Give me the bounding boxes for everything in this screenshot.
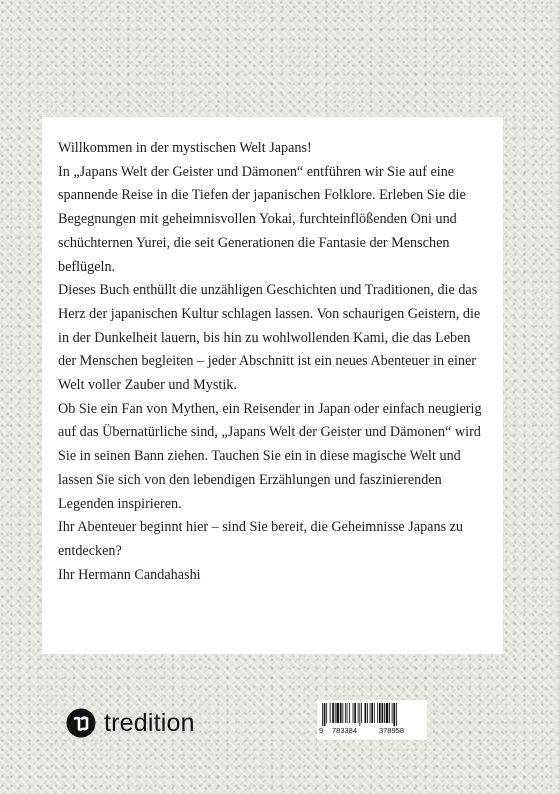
barcode-bar	[384, 703, 385, 723]
publisher-logo	[66, 707, 195, 739]
publisher-name: tredition	[104, 708, 195, 737]
barcode-prefix-digit: 9	[319, 726, 324, 735]
barcode-bar	[322, 703, 323, 726]
barcode-bar	[359, 703, 360, 726]
barcode-bar	[335, 703, 336, 723]
barcode-bars	[317, 700, 427, 726]
barcode-bar	[396, 703, 397, 726]
barcode-bar	[336, 703, 339, 723]
barcode-bar	[392, 703, 393, 723]
barcode-bar	[326, 703, 327, 723]
barcode-bar	[342, 703, 343, 723]
barcode-digits-right: 378958	[379, 726, 405, 735]
barcode-bar	[365, 703, 367, 723]
barcode-bar	[377, 703, 378, 723]
barcode-bar	[332, 703, 334, 723]
barcode-bar	[347, 703, 348, 723]
blurb-paragraph-audience: Ob Sie ein Fan von Mythen, ein Reisender in Japan oder einfach neugierig auf das Übernatürliche sind, „Japans Welt der Geister und Dämonen“ wird Sie in seinen Bann ziehen. Tauchen Sie ein in diese magische Welt und lassen Sie sich von den lebendigen Erzählungen und faszinierenden Legenden inspirieren.	[58, 400, 482, 512]
tredition-logo-icon	[66, 708, 96, 738]
isbn-barcode	[317, 700, 427, 740]
blurb-panel	[42, 117, 503, 654]
blurb-greeting: Willkommen in der mystischen Welt Japans!	[58, 140, 312, 156]
barcode-bar	[340, 703, 342, 723]
barcode-bar	[353, 703, 354, 723]
barcode-bar	[379, 703, 381, 723]
barcode-bar	[370, 703, 371, 723]
barcode-digits-left: 783384	[332, 726, 358, 735]
barcode-bar	[349, 703, 350, 723]
barcode-bar	[354, 703, 356, 723]
barcode-bar	[371, 703, 373, 723]
barcode-bar	[386, 703, 389, 723]
barcode-bar	[374, 703, 375, 723]
barcode-bar	[345, 703, 346, 723]
blurb-paragraph-content: Dieses Buch enthüllt die unzähligen Geschichten und Traditionen, die das Herz der japanischen Kultur schlagen lassen. Von schaurigen Geistern, die in der Dunkelheit lauern, bis hin zu wohlwollenden Kami, die das Leben der Menschen begleiten – jeder Abschnitt ist ein neues Abenteuer in einer Welt voller Zauber und Mystik.	[58, 282, 481, 394]
blurb-paragraph-closing: Ihr Abenteuer beginnt hier – sind Sie bereit, die Geheimnisse Japans zu entdecken?	[58, 519, 464, 559]
barcode-bar	[358, 703, 359, 723]
barcode-bar	[367, 703, 368, 723]
barcode-bar	[330, 703, 331, 723]
barcode-bar	[382, 703, 384, 723]
barcode-bar	[393, 703, 395, 726]
barcode-bar	[389, 703, 390, 723]
blurb-signature: Ihr Hermann Candahashi	[58, 566, 201, 583]
barcode-bar	[361, 703, 362, 723]
blurb-paragraph-intro: In „Japans Welt der Geister und Dämonen“ entführen wir Sie auf eine spannende Reise in die Tiefen der japanischen Folklore. Erleben Sie die Begegnungen mit geheimnisvollen Yokai, furchteinflößenden Oni und schüchternen Yurei, die seit Generationen die Fantasie der Menschen beflügeln.	[58, 163, 466, 275]
barcode-bar	[324, 703, 326, 726]
